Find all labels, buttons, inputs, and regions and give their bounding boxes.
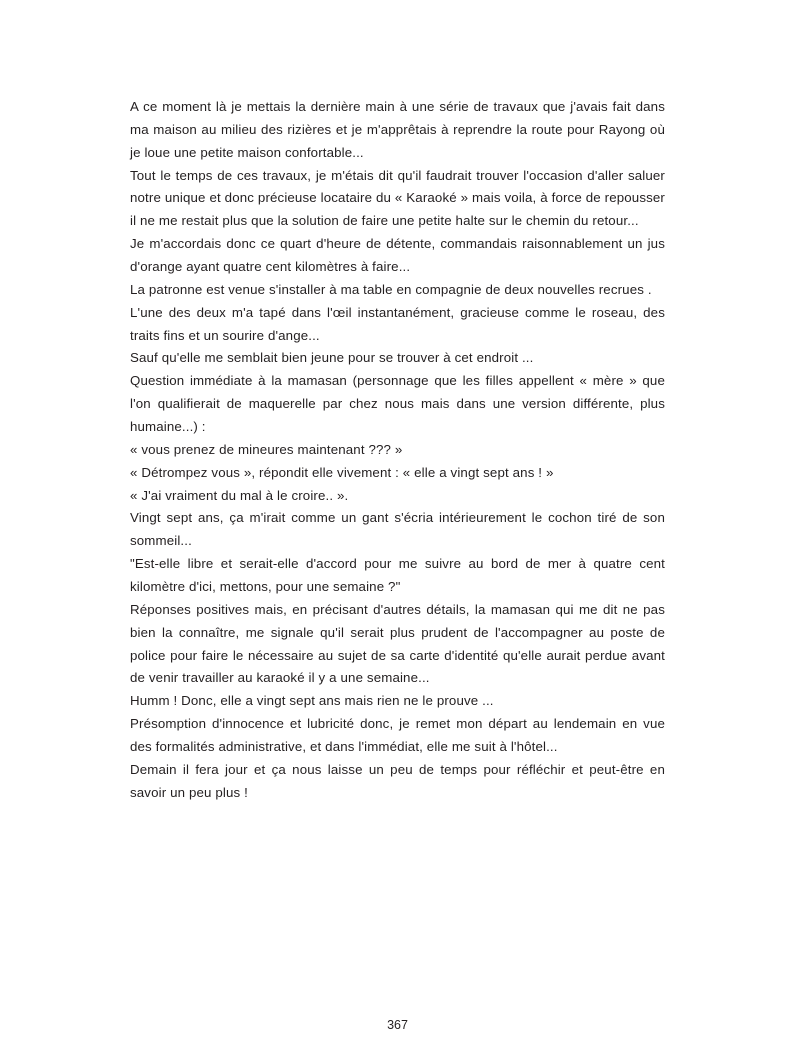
paragraph: Humm ! Donc, elle a vingt sept ans mais rien ne le prouve ...	[130, 693, 494, 709]
paragraph: Vingt sept ans, ça m'irait comme un gant s'écria intérieurement le cochon tiré de son sommeil...	[130, 510, 665, 549]
paragraph: Réponses positives mais, en précisant d'autres détails, la mamasan qui me dit ne pas bien la connaître, me signale qu'il serait plus prudent de l'accompagner au poste de police pour faire le nécessaire au sujet de sa carte d'identité qu'elle aurait perdue avant de venir travailler au karaoké il y a une semaine...	[130, 601, 665, 686]
body-text	[130, 96, 665, 805]
paragraph: "Est-elle libre et serait-elle d'accord pour me suivre au bord de mer à quatre cent kilomètre d'ici, mettons, pour une semaine ?"	[130, 556, 665, 595]
paragraph: La patronne est venue s'installer à ma table en compagnie de deux nouvelles recrues .	[130, 281, 652, 297]
paragraph: A ce moment là je mettais la dernière main à une série de travaux que j'avais fait dans ma maison au milieu des rizières et je m'apprêtais à reprendre la route pour Rayong où je loue une petite maison confortable...	[130, 99, 665, 160]
paragraph: Demain il fera jour et ça nous laisse un peu de temps pour réfléchir et peut-être en savoir un peu plus !	[130, 761, 665, 800]
paragraph: L'une des deux m'a tapé dans l'œil instantanément, gracieuse comme le roseau, des traits fins et un sourire d'ange...	[130, 304, 665, 343]
paragraph: « J'ai vraiment du mal à le croire.. ».	[130, 487, 349, 503]
paragraph: Sauf qu'elle me semblait bien jeune pour se trouver à cet endroit ...	[130, 350, 534, 366]
paragraph: « Détrompez vous », répondit elle vivement : « elle a vingt sept ans ! »	[130, 464, 554, 480]
page-number: 367	[387, 1018, 408, 1032]
paragraph: Question immédiate à la mamasan (personnage que les filles appellent « mère » que l'on qualifierait de maquerelle par chez nous mais dans une version différente, plus humaine...) :	[130, 373, 665, 435]
paragraph: Je m'accordais donc ce quart d'heure de détente, commandais raisonnablement un jus d'orange ayant quatre cent kilomètres à faire...	[130, 236, 665, 275]
paragraph: Tout le temps de ces travaux, je m'étais dit qu'il faudrait trouver l'occasion d'aller saluer notre unique et donc précieuse locataire du « Karaoké » mais voila, à force de repousser il ne me restait plus que la solution de faire une petite halte sur le chemin du retour...	[130, 167, 665, 229]
paragraph: « vous prenez de mineures maintenant ??? »	[130, 441, 403, 457]
paragraph: Présomption d'innocence et lubricité donc, je remet mon départ au lendemain en vue des formalités administrative, et dans l'immédiat, elle me suit à l'hôtel...	[130, 716, 665, 755]
